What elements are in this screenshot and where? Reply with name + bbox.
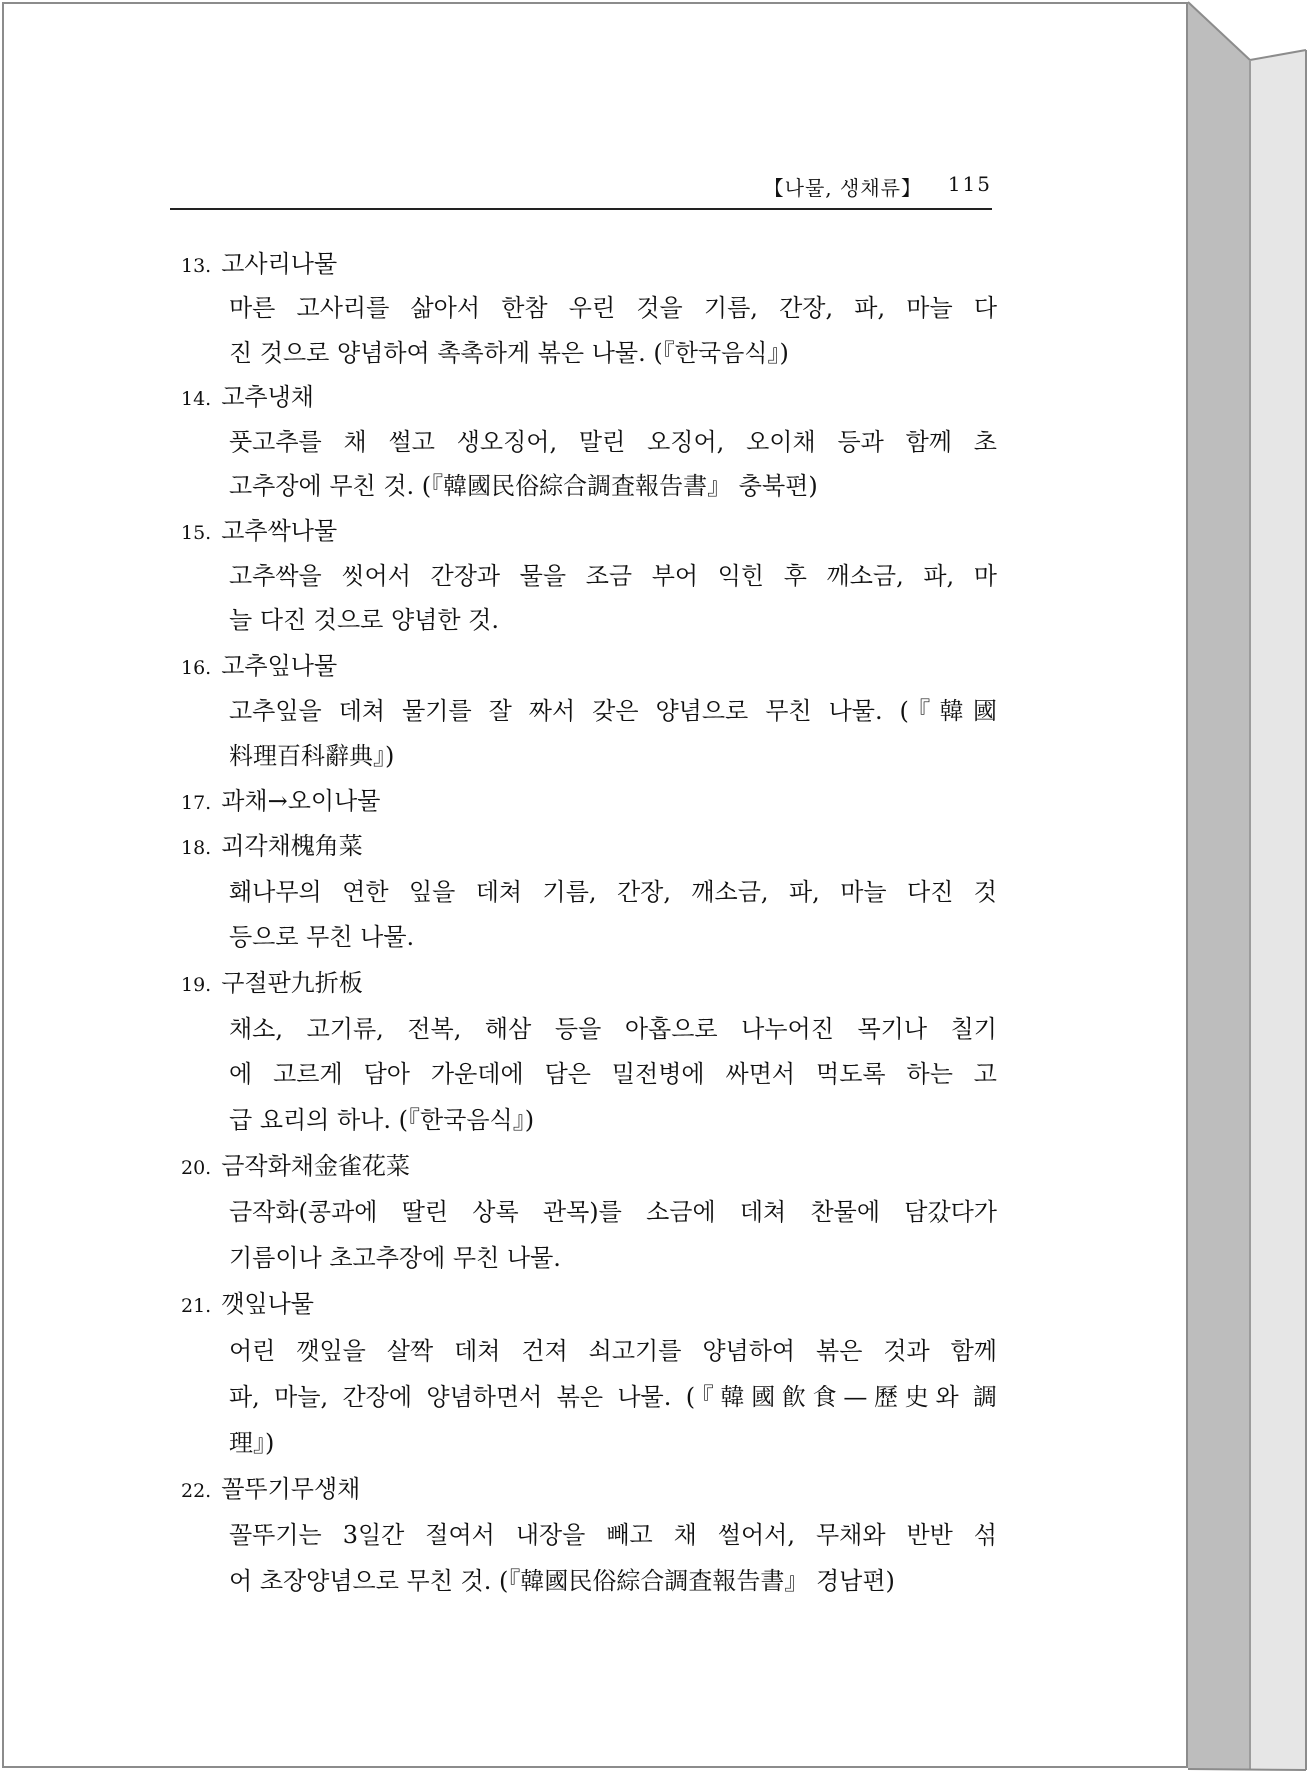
- entry-text-line: 마른 고사리를 삶아서 한참 우린 것을 기름, 간장, 파, 마늘 다: [229, 294, 997, 322]
- entry-text-line: 금작화(콩과에 딸린 상록 관목)를 소금에 데쳐 찬물에 담갔다가: [229, 1198, 997, 1226]
- entry-text-line: 고추잎을 데쳐 물기를 잘 짜서 갖은 양념으로 무친 나물. (『韓國: [229, 697, 997, 725]
- entry-text-line: 기름이나 초고추장에 무친 나물.: [229, 1244, 561, 1272]
- entry-text-line: 어린 깻잎을 살짝 데쳐 건져 쇠고기를 양념하여 볶은 것과 함께: [229, 1337, 997, 1365]
- entry-number: 15.: [181, 522, 212, 544]
- entry-text-line: 풋고추를 채 썰고 생오징어, 말린 오징어, 오이채 등과 함께 초: [229, 428, 997, 456]
- entry-text-line: 급 요리의 하나. (『한국음식』): [229, 1106, 535, 1134]
- section-title: 【나물, 생채류】: [763, 176, 922, 200]
- entry-heading: [181, 1473, 360, 1507]
- entry-heading: [181, 830, 363, 864]
- entry-heading: [181, 248, 337, 282]
- entry-text-line: 채소, 고기류, 전복, 해삼 등을 아홉으로 나누어진 목기나 칠기: [229, 1015, 997, 1043]
- entry-heading: [181, 515, 337, 549]
- entry-text-line: 등으로 무친 나물.: [229, 923, 415, 951]
- entry-text-line: 料理百科辭典』): [229, 742, 395, 770]
- entry-title: 꼴뚜기무생채: [221, 1475, 361, 1503]
- entry-number: 16.: [181, 657, 212, 679]
- entry-text-line: 어 초장양념으로 무친 것. (『韓國民俗綜合調査報告書』 경남편): [229, 1567, 895, 1595]
- entry-title: 금작화채金雀花菜: [221, 1152, 410, 1180]
- entry-text-line: 늘 다진 것으로 양념한 것.: [229, 606, 499, 634]
- entry-title: 깻잎나물: [221, 1290, 314, 1318]
- entry-number: 22.: [181, 1480, 212, 1502]
- entry-number: 14.: [181, 388, 212, 410]
- entry-heading: [181, 1150, 410, 1184]
- page-number: 115: [947, 172, 992, 196]
- entry-title: 고추싹나물: [221, 517, 338, 545]
- entry-heading: [181, 785, 380, 819]
- entry-number: 13.: [181, 255, 212, 277]
- entry-heading: [181, 650, 337, 684]
- entry-title: 과채→오이나물: [221, 787, 381, 815]
- entry-title: 고추잎나물: [221, 652, 338, 680]
- entry-text-line: 고추장에 무친 것. (『韓國民俗綜合調査報告書』 충북편): [229, 472, 818, 500]
- entry-text-line: 에 고르게 담아 가운데에 담은 밀전병에 싸면서 먹도록 하는 고: [229, 1060, 997, 1088]
- entry-number: 17.: [181, 792, 212, 814]
- entry-text-line: 진 것으로 양념하여 촉촉하게 볶은 나물. (『한국음식』): [229, 339, 789, 367]
- entry-number: 19.: [181, 974, 212, 996]
- entry-number: 21.: [181, 1295, 212, 1317]
- entry-title: 고추냉채: [221, 383, 314, 411]
- entry-number: 20.: [181, 1157, 212, 1179]
- entry-title: 구절판九折板: [221, 969, 363, 997]
- entry-heading: [181, 381, 314, 415]
- entry-text-line: 꼴뚜기는 3일간 절여서 내장을 빼고 채 썰어서, 무채와 반반 섞: [229, 1521, 997, 1549]
- entry-heading: [181, 967, 363, 1001]
- entry-text-line: 理』): [229, 1429, 275, 1457]
- entry-title: 고사리나물: [221, 250, 338, 278]
- entry-heading: [181, 1288, 314, 1322]
- entry-text-line: 홰나무의 연한 잎을 데쳐 기름, 간장, 깨소금, 파, 마늘 다진 것: [229, 878, 997, 906]
- entry-number: 18.: [181, 837, 212, 859]
- entry-text-line: 고추싹을 씻어서 간장과 물을 조금 부어 익힌 후 깨소금, 파, 마: [229, 562, 997, 590]
- entry-text-line: 파, 마늘, 간장에 양념하면서 볶은 나물. (『韓國飮食—歷史와 調: [229, 1383, 997, 1411]
- entry-title: 괴각채槐角菜: [221, 832, 363, 860]
